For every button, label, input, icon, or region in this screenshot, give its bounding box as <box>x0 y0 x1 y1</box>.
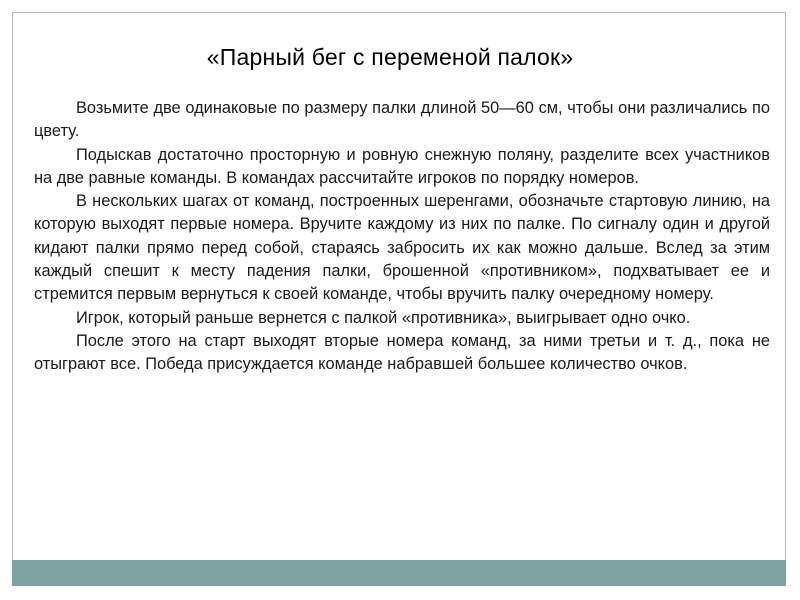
paragraph-victory: После этого на старт выходят вторые номера команд, за ними третьи и т. д., пока не отыграют все. Победа присуждается команде набравшей большее количество очков. <box>34 331 770 374</box>
paragraph-rules: В нескольких шагах от команд, построенных шеренгами, обозначьте стартовую линию, на которую выходят первые номера. Вручите каждому из них по палке. По сигналу один и другой кидают палки прямо перед собой, стараясь забросить их как можно дальше. Вслед за этим каждый спешит к месту падения палки, брошенной «противником», подхватывает ее и стремится первым вернуться к своей команде, чтобы вручить палку очередному номеру. <box>34 192 770 304</box>
paragraph-sticks: Возьмите две одинаковые по размеру палки длиной 50—60 см, чтобы они различались по цвету. <box>34 99 770 141</box>
slide-body <box>34 97 770 377</box>
footer-bar <box>12 560 786 586</box>
paragraph-teams: Подыскав достаточно просторную и ровную снежную поляну, разделите всех участников на две равные команды. В командах рассчитайте игроков по порядку номеров. <box>34 145 770 187</box>
slide-title: «Парный бег с переменой палок» <box>206 44 574 70</box>
paragraph-point: Игрок, который раньше вернется с палкой «противника», выигрывает одно очко. <box>76 308 691 327</box>
